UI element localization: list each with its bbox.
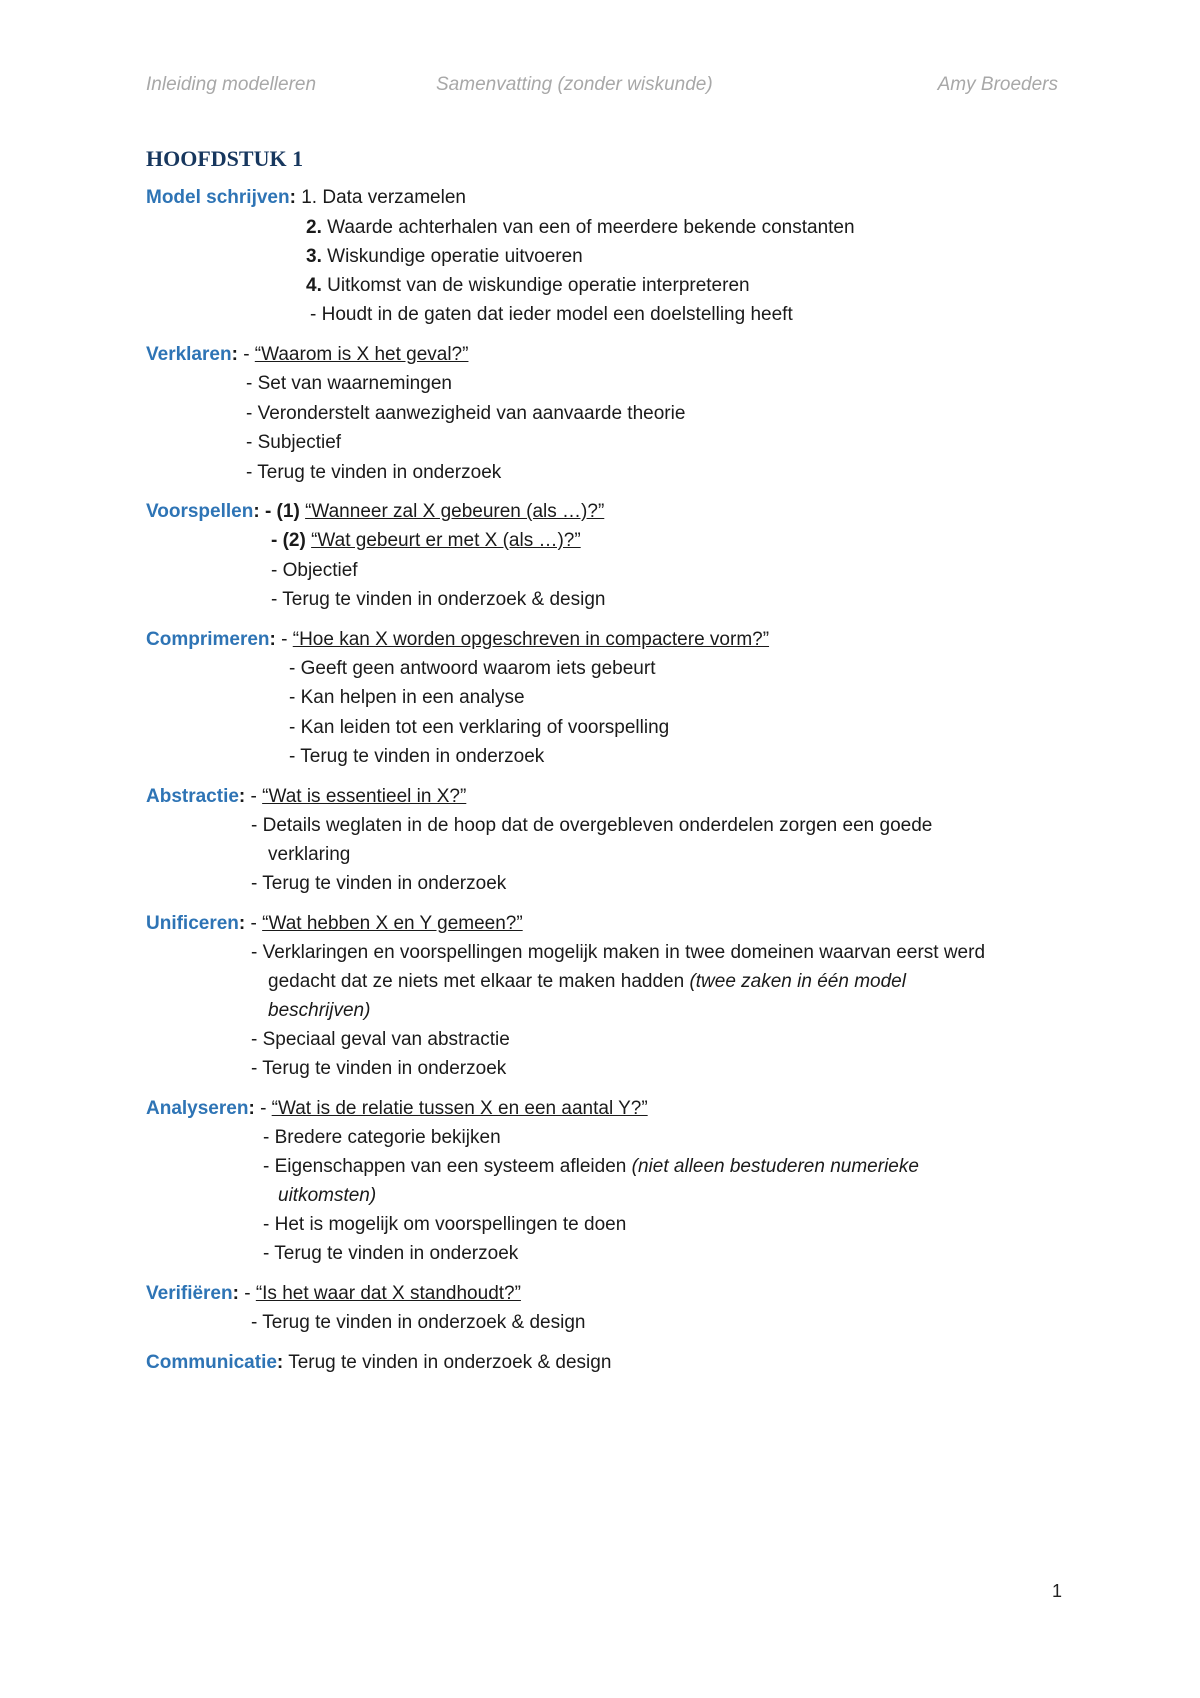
comprimeren-item: - Terug te vinden in onderzoek — [289, 746, 545, 767]
term-abstractie: Abstractie — [146, 786, 239, 807]
model-step-3: Wiskundige operatie uitvoeren — [327, 246, 583, 267]
voorspellen-item: - Terug te vinden in onderzoek & design — [271, 589, 606, 610]
page-number: 1 — [1051, 1581, 1062, 1601]
abstractie-item: - Terug te vinden in onderzoek — [251, 873, 507, 894]
unificeren-item: - Terug te vinden in onderzoek — [251, 1058, 507, 1079]
verklaren-question: “Waarom is X het geval?” — [254, 344, 469, 365]
comprimeren-item: - Geeft geen antwoord waarom iets gebeurt — [289, 658, 656, 679]
comprimeren-item: - Kan helpen in een analyse — [289, 687, 525, 708]
voorspellen-line-2: - (2) “Wat gebeurt er met X (als …)?” — [271, 530, 581, 551]
term-analyseren: Analyseren — [146, 1098, 249, 1119]
header-course: Inleiding modelleren — [146, 74, 317, 95]
model-line-4: 4. Uitkomst van de wiskundige operatie interpreteren — [306, 275, 750, 296]
abstractie-item-cont: verklaring — [268, 844, 351, 865]
comprimeren-line-1: Comprimeren: - “Hoe kan X worden opgeschreven in compactere vorm?” — [146, 629, 770, 650]
analyseren-question: “Wat is de relatie tussen X en een aantal Y?” — [271, 1098, 648, 1119]
unificeren-item: - Verklaringen en voorspellingen mogelijk maken in twee domeinen waarvan eerst werd — [251, 942, 986, 963]
verklaren-item: - Veronderstelt aanwezigheid van aanvaarde theorie — [246, 403, 686, 424]
communicatie-line-1: Communicatie: Terug te vinden in onderzoek & design — [146, 1352, 612, 1373]
model-step-1: 1. Data verzamelen — [301, 187, 466, 208]
analyseren-item: - Het is mogelijk om voorspellingen te doen — [263, 1214, 627, 1235]
model-note: - Houdt in de gaten dat ieder model een doelstelling heeft — [310, 304, 793, 325]
model-line-2: 2. Waarde achterhalen van een of meerdere bekende constanten — [306, 217, 855, 238]
term-unificeren: Unificeren — [146, 913, 239, 934]
unificeren-item-cont: gedacht dat ze niets met elkaar te maken hadden (twee zaken in één model — [268, 971, 906, 992]
comprimeren-item: - Kan leiden tot een verklaring of voorspelling — [289, 717, 670, 738]
term-communicatie: Communicatie — [146, 1352, 277, 1373]
analyseren-item: - Eigenschappen van een systeem afleiden (niet alleen bestuderen numerieke — [263, 1156, 919, 1177]
verklaren-item: - Terug te vinden in onderzoek — [246, 462, 502, 483]
verifieren-line-1: Verifiëren: - “Is het waar dat X standhoudt?” — [146, 1283, 521, 1304]
voorspellen-question-1: “Wanneer zal X gebeuren (als …)?” — [305, 501, 605, 522]
analyseren-item: - Bredere categorie bekijken — [263, 1127, 501, 1148]
term-verifieren: Verifiëren — [146, 1283, 233, 1304]
abstractie-question: “Wat is essentieel in X?” — [262, 786, 467, 807]
unificeren-item-cont: beschrijven) — [268, 1000, 371, 1021]
verifieren-item: - Terug te vinden in onderzoek & design — [251, 1312, 586, 1333]
voorspellen-question-2: “Wat gebeurt er met X (als …)?” — [311, 530, 581, 551]
unificeren-item: - Speciaal geval van abstractie — [251, 1029, 510, 1050]
analyseren-line-1: Analyseren: - “Wat is de relatie tussen X en een aantal Y?” — [146, 1098, 648, 1119]
term-voorspellen: Voorspellen — [146, 501, 254, 522]
voorspellen-line-1: Voorspellen: - (1) “Wanneer zal X gebeuren (als …)?” — [146, 501, 605, 522]
term-comprimeren: Comprimeren — [146, 629, 270, 650]
voorspellen-item: - Objectief — [271, 560, 358, 581]
abstractie-item: - Details weglaten in de hoop dat de overgebleven onderdelen zorgen een goede — [251, 815, 933, 836]
header-subtitle: Samenvatting (zonder wiskunde) — [436, 74, 713, 95]
analyseren-item: - Terug te vinden in onderzoek — [263, 1243, 519, 1264]
header-author: Amy Broeders — [937, 74, 1058, 95]
model-line-3: 3. Wiskundige operatie uitvoeren — [306, 246, 583, 267]
verklaren-item: - Subjectief — [246, 432, 342, 453]
model-line-1: Model schrijven: 1. Data verzamelen — [146, 187, 466, 208]
verifieren-question: “Is het waar dat X standhoudt?” — [255, 1283, 521, 1304]
term-verklaren: Verklaren — [146, 344, 232, 365]
comprimeren-question: “Hoe kan X worden opgeschreven in compactere vorm?” — [292, 629, 770, 650]
analyseren-item-cont: uitkomsten) — [278, 1185, 377, 1206]
abstractie-line-1: Abstractie: - “Wat is essentieel in X?” — [146, 786, 467, 807]
unificeren-question: “Wat hebben X en Y gemeen?” — [262, 913, 523, 934]
verklaren-line-1: Verklaren: - “Waarom is X het geval?” — [146, 344, 469, 365]
chapter-title: HOOFDSTUK 1 — [146, 146, 304, 171]
unificeren-line-1: Unificeren: - “Wat hebben X en Y gemeen?” — [146, 913, 523, 934]
term-model-schrijven: Model schrijven — [146, 187, 290, 208]
verklaren-item: - Set van waarnemingen — [246, 373, 452, 394]
model-step-4: Uitkomst van de wiskundige operatie interpreteren — [327, 275, 750, 296]
model-step-2: Waarde achterhalen van een of meerdere bekende constanten — [327, 217, 855, 238]
